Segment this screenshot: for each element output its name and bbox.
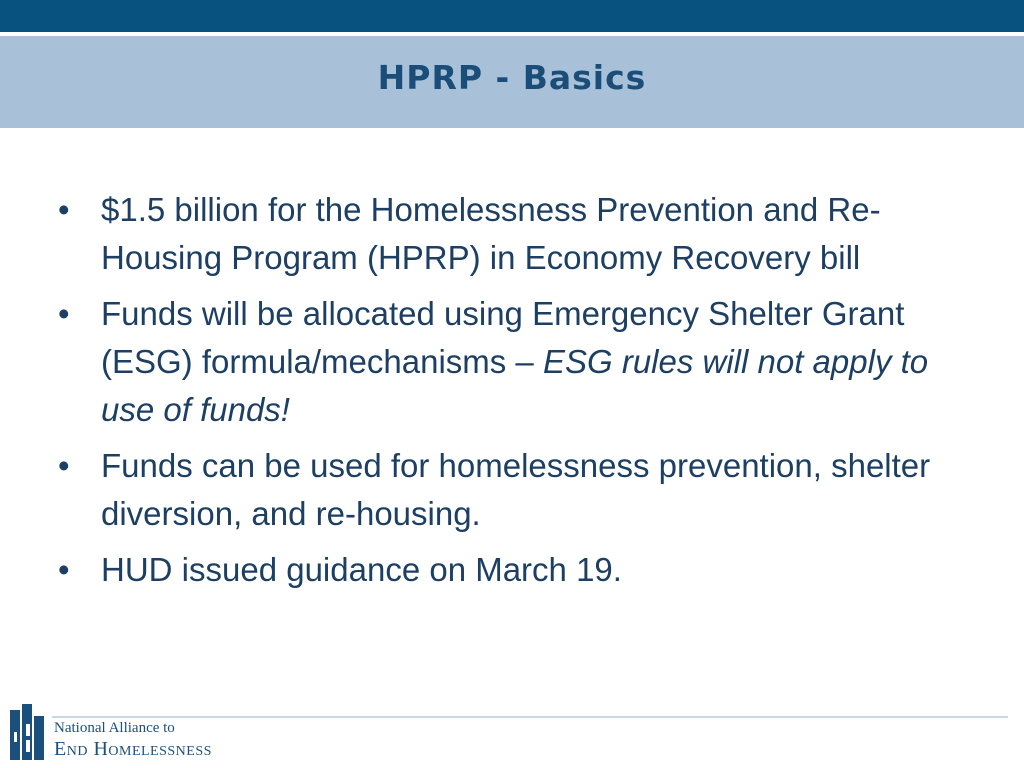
logo-text-line2: End Homelessness — [54, 738, 212, 760]
organization-logo — [6, 700, 256, 764]
bullet-emphasis-text: ESG rules will not apply to use of funds! — [101, 343, 929, 428]
bullet-text: Funds can be used for homelessness prevention, shelter diversion, and re-housing. — [101, 447, 931, 532]
bullet-marker: • — [58, 295, 70, 332]
bullet-marker: • — [58, 551, 70, 588]
house-logo-icon — [8, 702, 50, 762]
bullet-item — [58, 290, 978, 434]
slide-title: HPRP - Basics — [377, 58, 647, 97]
bullet-item — [58, 546, 978, 594]
logo-text-line1: National Alliance to — [54, 720, 175, 736]
bullet-marker: • — [58, 191, 70, 228]
bullet-list — [58, 186, 978, 602]
bullet-text: $1.5 billion for the Homelessness Prevention and Re-Housing Program (HPRP) in Economy Recovery bill — [101, 191, 881, 276]
bullet-item — [58, 186, 978, 282]
bullet-marker: • — [58, 447, 70, 484]
bullet-item — [58, 442, 978, 538]
bullet-text: HUD issued guidance on March 19. — [101, 551, 622, 588]
bullet-text: Funds will be allocated using Emergency Shelter Grant (ESG) formula/mechanisms – — [101, 295, 905, 380]
top-bar — [0, 0, 1024, 32]
